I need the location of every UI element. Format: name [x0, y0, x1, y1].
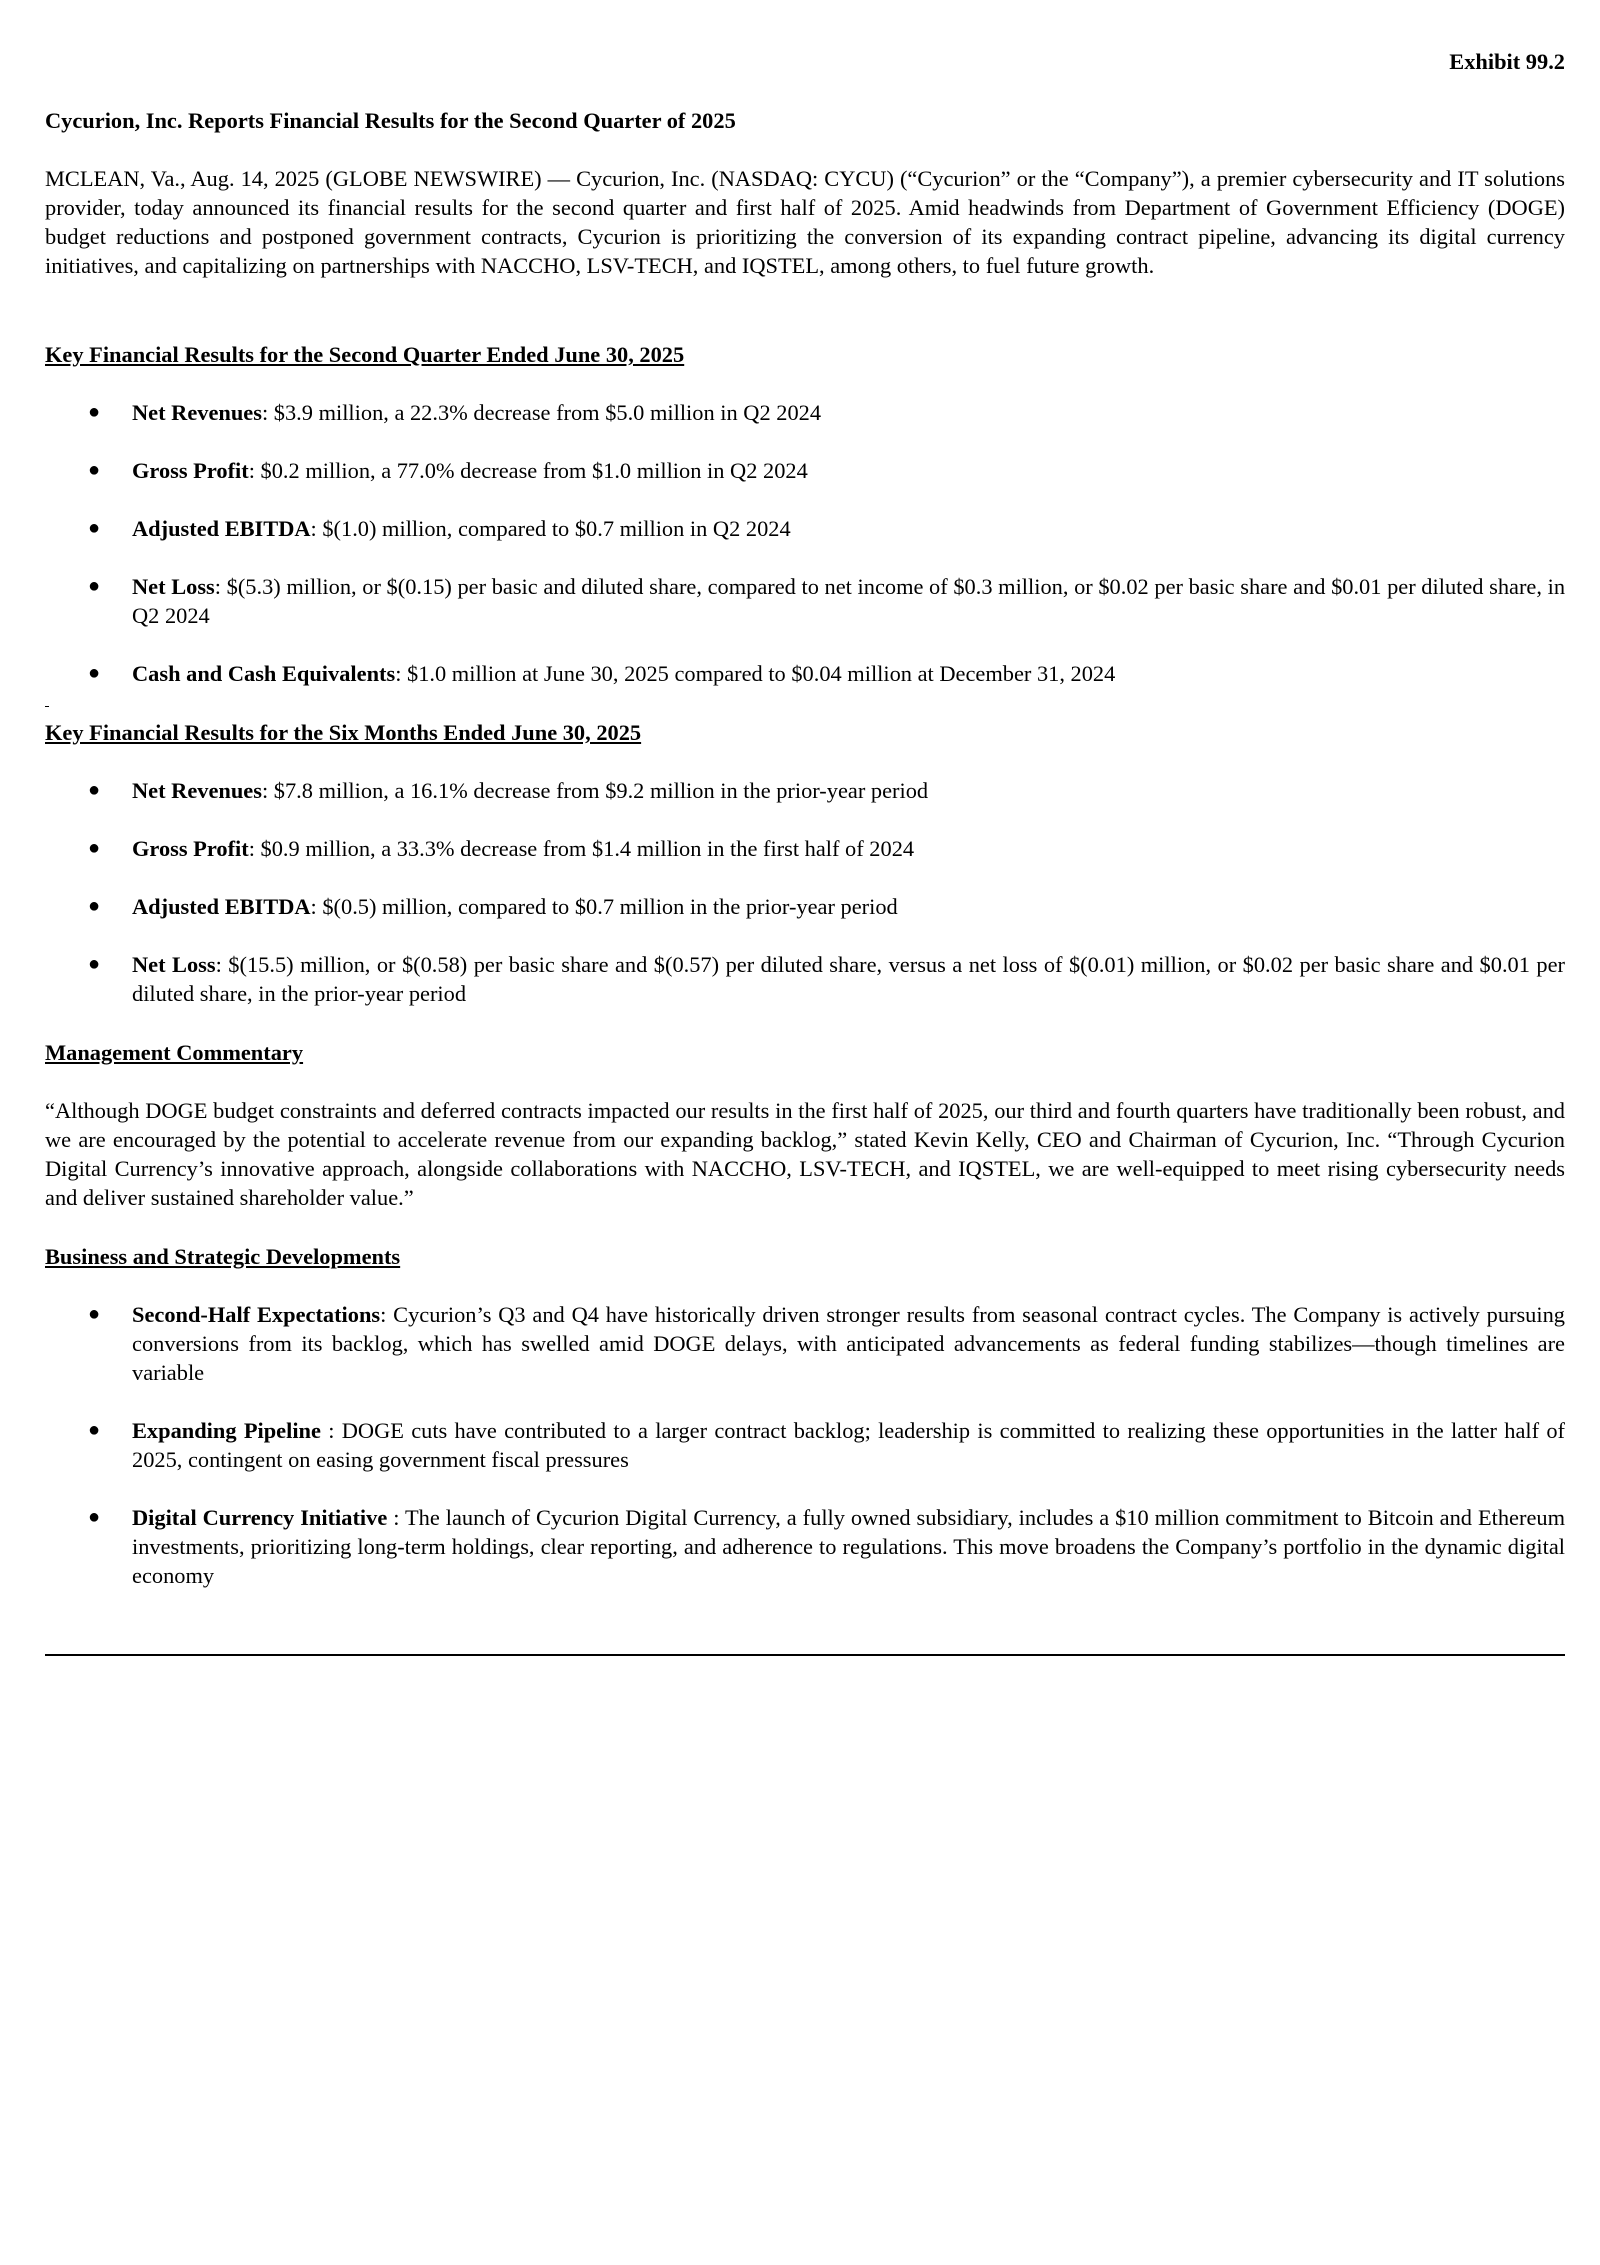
- press-release-title: Cycurion, Inc. Reports Financial Results for the Second Quarter of 2025: [45, 108, 736, 133]
- list-item: [45, 776, 1565, 805]
- business-heading: Business and Strategic Developments: [45, 1244, 401, 1269]
- item-text: : $(15.5) million, or $(0.58) per basic share and $(0.57) per diluted share, versus a net loss of $(0.01) million, or $0.02 per basic share and $0.01 per diluted share, in the prior-year period: [132, 952, 1566, 1006]
- item-text: : $0.2 million, a 77.0% decrease from $1.0 million in Q2 2024: [248, 458, 808, 483]
- management-heading: Management Commentary: [45, 1040, 304, 1065]
- list-item: [45, 514, 1565, 543]
- exhibit-label: Exhibit 99.2: [1449, 49, 1565, 74]
- item-text: : Cycurion’s Q3 and Q4 have historically driven stronger results from seasonal contract cycles. The Company is actively pursuing conversions from its backlog, which has swelled amid DOGE delays, with anticipated advancements as federal funding stabilizes—though timelines are variable: [132, 1302, 1565, 1385]
- item-term: Gross Profit: [132, 836, 249, 861]
- bullet-icon: ●: [88, 517, 101, 539]
- bullet-icon: ●: [88, 779, 101, 801]
- item-text: : $(5.3) million, or $(0.15) per basic and diluted share, compared to net income of $0.3 million, or $0.02 per basic share and $0.01 per diluted share, in Q2 2024: [132, 574, 1566, 628]
- h1-results-heading: Key Financial Results for the Six Months Ended June 30, 2025: [45, 720, 642, 745]
- item-term: Expanding Pipeline: [132, 1418, 321, 1443]
- bullet-icon: ●: [88, 837, 101, 859]
- bullet-icon: ●: [88, 1303, 101, 1325]
- item-term: Gross Profit: [132, 458, 249, 483]
- item-term: Net Revenues: [132, 400, 262, 425]
- list-item: [45, 892, 1565, 921]
- intro-paragraph: MCLEAN, Va., Aug. 14, 2025 (GLOBE NEWSWIRE) — Cycurion, Inc. (NASDAQ: CYCU) (“Cycurion” or the “Company”), a premier cybersecurity and IT solutions provider, today announced its financial results for the second quarter and first half of 2025. Amid headwinds from Department of Government Efficiency (DOGE) budget reductions and postponed government contracts, Cycurion is prioritizing the conversion of its expanding contract pipeline, advancing its digital currency initiatives, and capitalizing on partnerships with NACCHO, LSV-TECH, and IQSTEL, among others, to fuel future growth.: [45, 166, 1565, 278]
- item-text: : $3.9 million, a 22.3% decrease from $5.0 million in Q2 2024: [261, 400, 822, 425]
- bullet-icon: ●: [88, 1419, 101, 1441]
- item-text: : $0.9 million, a 33.3% decrease from $1.4 million in the first half of 2024: [248, 836, 915, 861]
- q2-results-list: [45, 398, 1565, 717]
- business-list: [45, 1300, 1565, 1619]
- item-term: Net Revenues: [132, 778, 262, 803]
- divider: [45, 706, 49, 707]
- item-term: Adjusted EBITDA: [132, 894, 311, 919]
- item-term: Adjusted EBITDA: [132, 516, 311, 541]
- q2-results-heading: Key Financial Results for the Second Quarter Ended June 30, 2025: [45, 342, 685, 367]
- item-text: : $(1.0) million, compared to $0.7 million in Q2 2024: [310, 516, 791, 541]
- list-item: [45, 834, 1565, 863]
- list-item: [45, 659, 1565, 688]
- list-item: [45, 1300, 1565, 1387]
- h1-results-list: [45, 776, 1565, 1037]
- item-term: Net Loss: [132, 952, 216, 977]
- item-term: Cash and Cash Equivalents: [132, 661, 396, 686]
- bullet-icon: ●: [88, 459, 101, 481]
- item-text: : $7.8 million, a 16.1% decrease from $9.2 million in the prior-year period: [261, 778, 929, 803]
- page-divider: [45, 1654, 1565, 1656]
- list-item: [45, 950, 1565, 1008]
- list-item: [45, 572, 1565, 630]
- item-term: Digital Currency Initiative: [132, 1505, 388, 1530]
- list-item: [45, 1416, 1565, 1474]
- list-item: [45, 456, 1565, 485]
- management-paragraph: “Although DOGE budget constraints and deferred contracts impacted our results in the first half of 2025, our third and fourth quarters have traditionally been robust, and we are encouraged by the potential to accelerate revenue from our expanding backlog,” stated Kevin Kelly, CEO and Chairman of Cycurion, Inc. “Through Cycurion Digital Currency’s innovative approach, alongside collaborations with NACCHO, LSV-TECH, and IQSTEL, we are well-equipped to meet rising cybersecurity needs and deliver sustained shareholder value.”: [45, 1098, 1565, 1210]
- bullet-icon: ●: [88, 662, 101, 684]
- item-text: : $1.0 million at June 30, 2025 compared to $0.04 million at December 31, 2024: [395, 661, 1116, 686]
- bullet-icon: ●: [88, 895, 101, 917]
- list-item: [45, 1503, 1565, 1590]
- item-term: Net Loss: [132, 574, 215, 599]
- item-text: : DOGE cuts have contributed to a larger contract backlog; leadership is committed to realizing these opportunities in the latter half of 2025, contingent on easing government fiscal pressures: [132, 1418, 1565, 1472]
- bullet-icon: ●: [88, 575, 101, 597]
- bullet-icon: ●: [88, 1506, 101, 1528]
- bullet-icon: ●: [88, 953, 101, 975]
- item-text: : The launch of Cycurion Digital Currency, a fully owned subsidiary, includes a $10 million commitment to Bitcoin and Ethereum investments, prioritizing long-term holdings, clear reporting, and adherence to regulations. This move broadens the Company’s portfolio in the dynamic digital economy: [132, 1505, 1565, 1588]
- list-item: [45, 398, 1565, 427]
- item-text: : $(0.5) million, compared to $0.7 million in the prior-year period: [310, 894, 898, 919]
- bullet-icon: ●: [88, 401, 101, 423]
- item-term: Second-Half Expectations: [132, 1302, 381, 1327]
